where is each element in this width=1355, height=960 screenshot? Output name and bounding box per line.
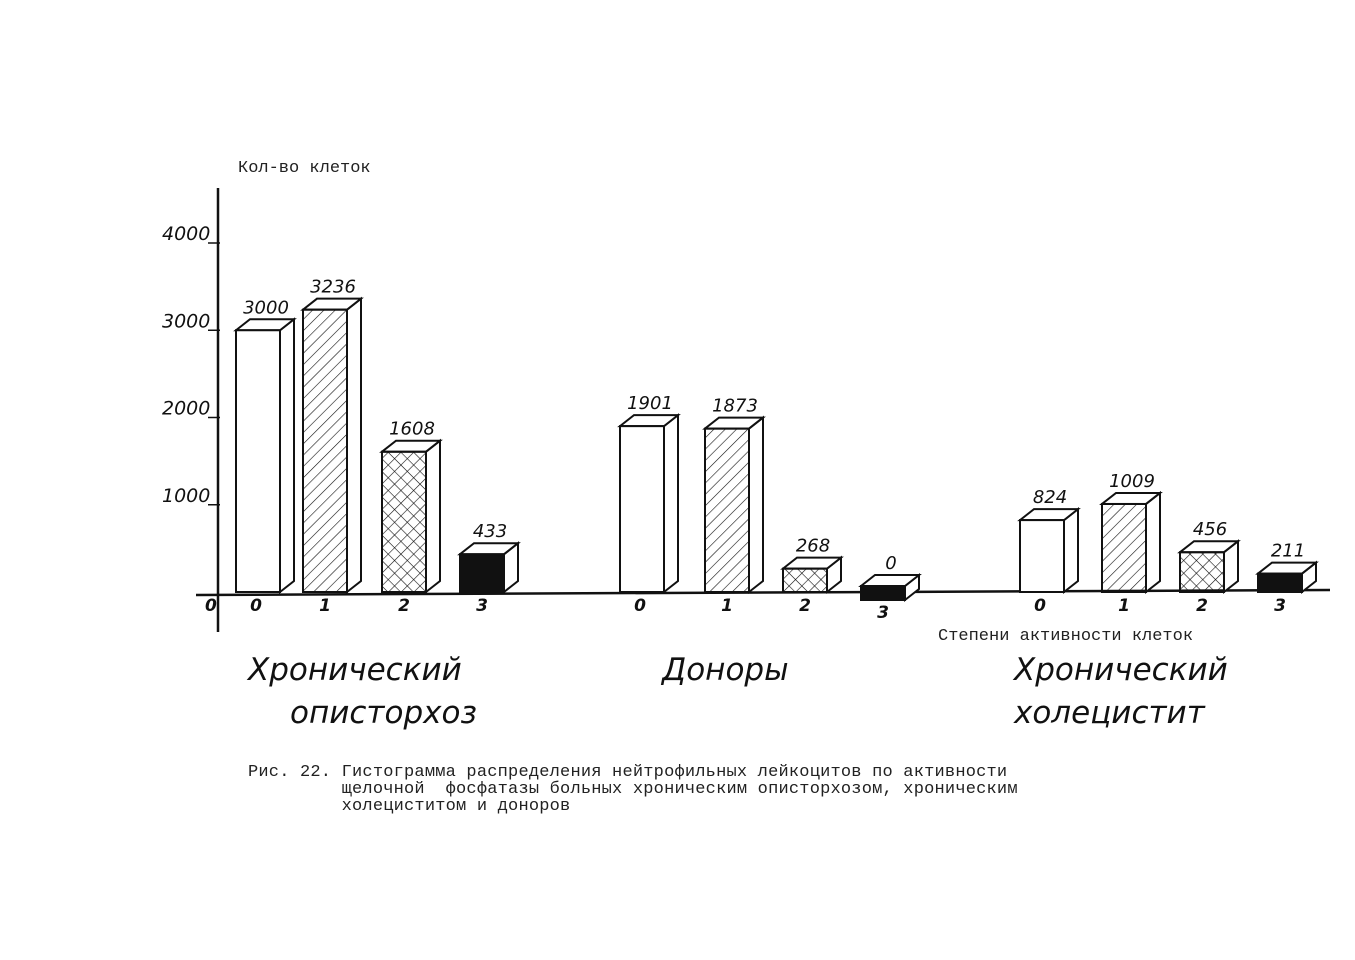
- bar-side: [426, 441, 440, 592]
- bar-value-label: 1009: [1109, 470, 1155, 492]
- bar: [382, 419, 440, 616]
- y-tick-label: 3000: [162, 310, 211, 333]
- bar: [1258, 541, 1316, 616]
- y-tick-label: 4000: [162, 223, 211, 245]
- bar-front: [1180, 552, 1224, 592]
- bar-value-label: 1873: [712, 395, 758, 417]
- group-name-line: Хронический: [1014, 652, 1228, 688]
- bar-front: [1020, 520, 1064, 592]
- group-name-line: описторхоз: [290, 695, 477, 731]
- bar-value-label: 1901: [627, 393, 673, 415]
- group-name-line: Доноры: [662, 652, 789, 688]
- category-label: 2: [398, 596, 410, 616]
- bar-value-label: 824: [1032, 487, 1068, 509]
- bar-side: [1146, 493, 1160, 592]
- category-label: 3: [877, 603, 889, 623]
- bar-value-label: 3000: [243, 297, 289, 319]
- category-label: 3: [476, 596, 488, 616]
- category-label: 2: [1196, 596, 1208, 616]
- bar: [861, 553, 919, 623]
- bar-front: [620, 426, 664, 592]
- category-label: 0: [250, 596, 262, 616]
- bar-front: [705, 429, 749, 592]
- category-label: 1: [721, 596, 733, 616]
- caption-line-1: Рис. 22. Гистограмма распределения нейтрофильных лейкоцитов по активности: [248, 763, 1008, 782]
- bars: [236, 277, 1316, 623]
- bar-side: [1064, 509, 1078, 592]
- bar-front: [783, 569, 827, 592]
- bar-front: [1102, 504, 1146, 592]
- x-axis-label: Степени активности клеток: [938, 627, 1194, 646]
- bar-front: [236, 330, 280, 592]
- group-name-line: Хронический: [248, 652, 462, 688]
- group-names: [246, 652, 1228, 731]
- bar-front: [460, 554, 504, 592]
- bar-value-label: 1608: [389, 418, 435, 440]
- bar-value-label: 0: [885, 553, 897, 574]
- category-label: 1: [319, 596, 331, 616]
- category-label: 1: [1118, 596, 1130, 616]
- caption-line-3: холециститом и доноров: [248, 797, 571, 816]
- bar: [1102, 471, 1160, 616]
- y-axis-label: Кол-во клеток: [238, 159, 371, 178]
- figure-caption: [248, 764, 1148, 815]
- bar-value-label: 433: [472, 521, 508, 543]
- group-name-line: холецистит: [1014, 695, 1205, 731]
- y-tick-label: 1000: [162, 484, 211, 507]
- bar-side: [664, 415, 678, 592]
- category-label: 0: [634, 596, 646, 616]
- bar: [1020, 487, 1078, 616]
- x-axis: [196, 590, 1330, 595]
- bar: [1180, 519, 1238, 616]
- bar: [783, 536, 841, 616]
- bar: [303, 277, 361, 616]
- bar: [705, 396, 763, 616]
- bar-value-label: 456: [1192, 519, 1228, 541]
- category-label: 2: [799, 596, 811, 616]
- bar-front: [382, 452, 426, 592]
- caption-line-2: щелочной фосфатазы больных хроническим описторхозом, хроническим: [248, 780, 1018, 799]
- bar-side: [749, 418, 763, 592]
- bar-value-label: 211: [1270, 540, 1306, 562]
- category-label: 3: [1274, 596, 1286, 616]
- bar-side: [347, 299, 361, 592]
- bar-value-label: 268: [795, 535, 831, 557]
- origin-label: 0: [205, 596, 217, 616]
- bar-front: [861, 586, 905, 600]
- bar: [236, 297, 294, 616]
- bar-side: [280, 319, 294, 592]
- bar: [620, 393, 678, 616]
- bar-value-label: 3236: [310, 276, 356, 298]
- y-tick-labels: [162, 223, 220, 507]
- bar-front: [1258, 574, 1302, 592]
- category-label: 0: [1034, 596, 1046, 616]
- y-tick-label: 2000: [162, 397, 211, 420]
- bar: [460, 521, 518, 616]
- bar-front: [303, 310, 347, 592]
